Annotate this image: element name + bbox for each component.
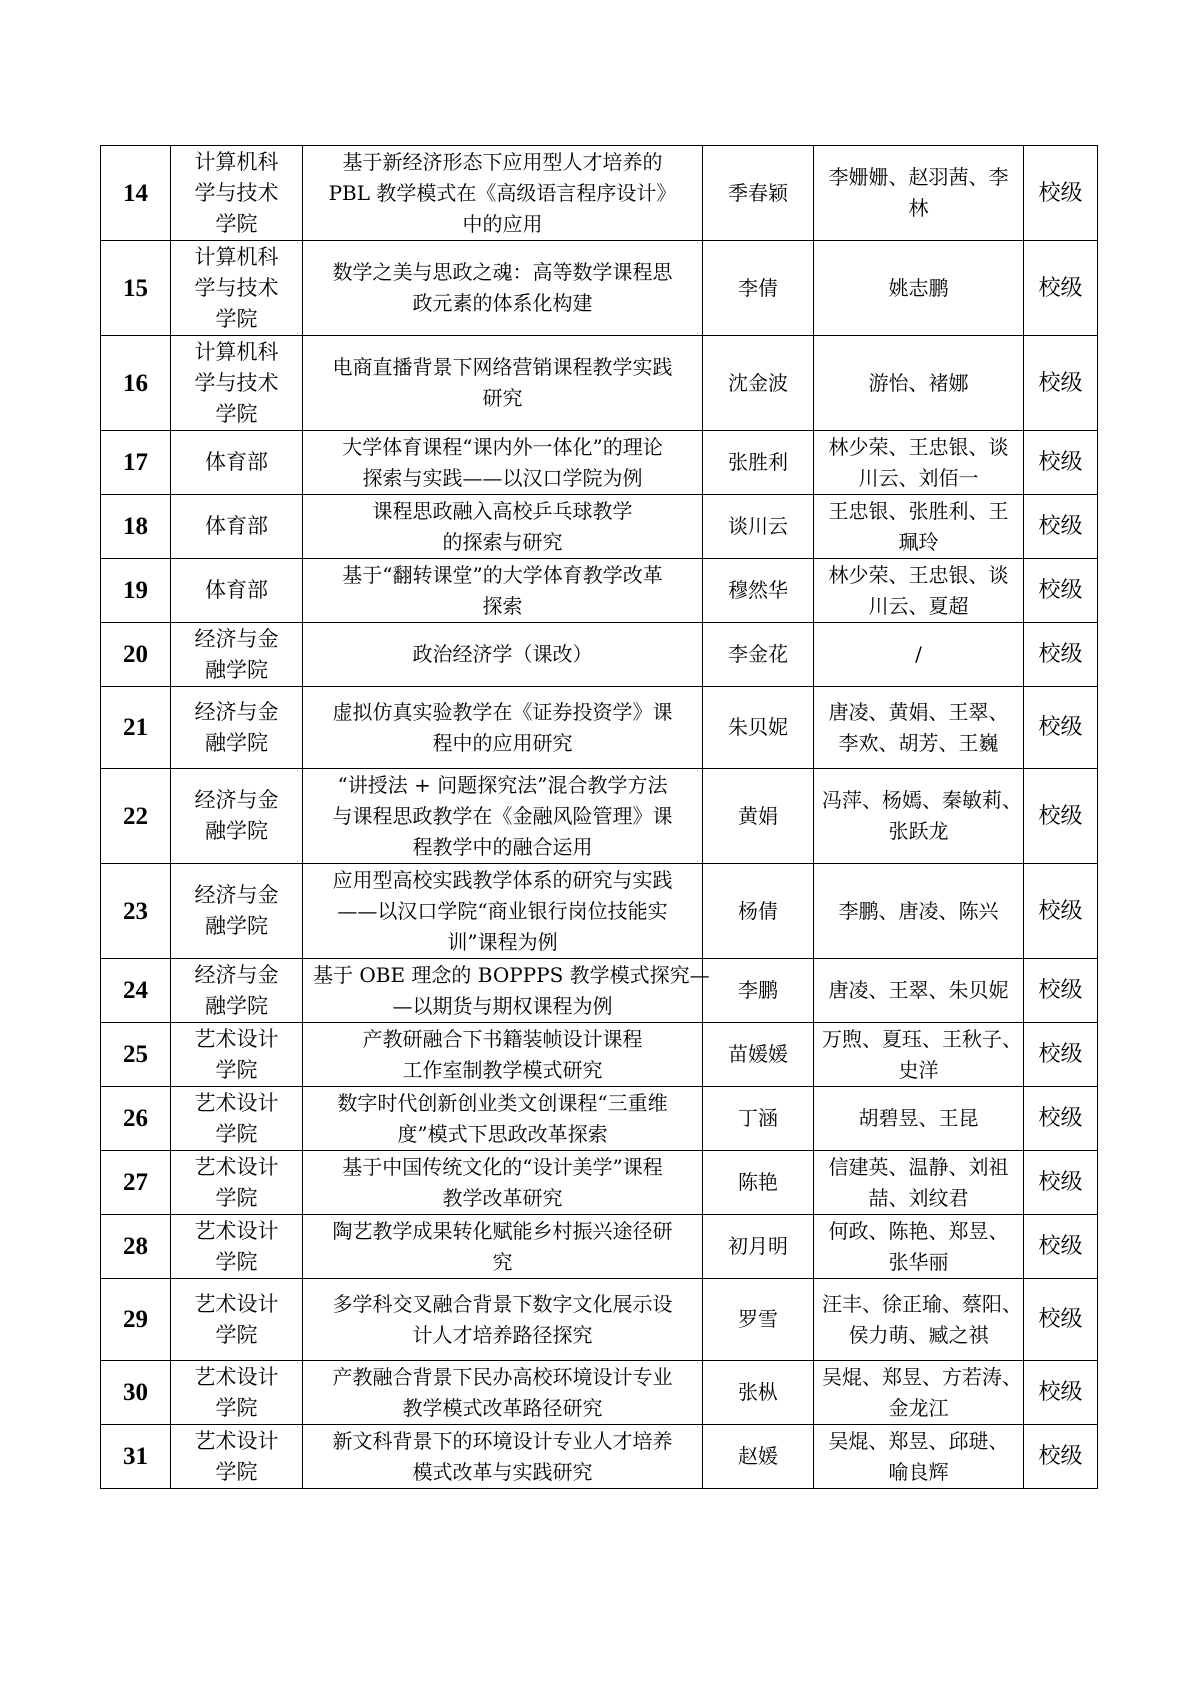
project-title-cell-line: 新文科背景下的环境设计专业人才培养 xyxy=(332,1428,673,1453)
members-cell xyxy=(814,623,1024,687)
college-cell xyxy=(171,769,303,864)
table-row xyxy=(101,1361,1098,1425)
leader-cell: 李倩 xyxy=(703,241,814,336)
project-title-cell-line: 产教融合背景下民办高校环境设计专业 xyxy=(332,1364,673,1389)
members-cell-line: 唐凌、黄娟、王翠、 xyxy=(828,699,1009,724)
project-title-cell xyxy=(303,1151,703,1215)
project-title-cell xyxy=(303,1215,703,1279)
project-title-cell-line: 政元素的体系化构建 xyxy=(412,291,593,315)
project-title-cell-line: 计人才培养路径探究 xyxy=(412,1322,593,1347)
members-cell xyxy=(814,241,1024,336)
college-cell-line: 艺术设计 xyxy=(194,1218,279,1243)
college-cell-line: 融学院 xyxy=(205,914,268,938)
leader-cell: 沈金波 xyxy=(703,336,814,431)
leader-cell: 陈艳 xyxy=(703,1151,814,1215)
row-number: 29 xyxy=(101,1279,171,1361)
leader-cell: 苗媛媛 xyxy=(703,1023,814,1087)
project-title-cell-line: 大学体育课程“课内外一体化”的理论 xyxy=(342,434,663,459)
project-title-cell xyxy=(303,146,703,241)
level-cell: 校级 xyxy=(1024,864,1098,959)
members-cell-line: 汪丰、徐正瑜、蔡阳、 xyxy=(822,1291,1022,1316)
project-title-cell-line: 程中的应用研究 xyxy=(432,730,573,755)
project-table xyxy=(100,145,1098,1489)
members-cell-line: 王忠银、张胜利、王 xyxy=(828,498,1009,523)
members-cell xyxy=(814,146,1024,241)
project-title-cell-line: 与课程思政教学在《金融风险管理》课 xyxy=(332,803,673,828)
project-title-cell-line: 基于中国传统文化的“设计美学”课程 xyxy=(342,1154,663,1179)
college-cell xyxy=(171,336,303,431)
project-title-cell xyxy=(303,623,703,687)
level-cell: 校级 xyxy=(1024,687,1098,769)
members-cell-line: 林少荣、王忠银、谈 xyxy=(828,562,1009,587)
college-cell-line: 学院 xyxy=(215,306,258,331)
table-row xyxy=(101,336,1098,431)
project-title-cell-line: 课程思政融入高校乒乓球教学 xyxy=(372,498,633,523)
project-title-cell xyxy=(303,559,703,623)
project-title-cell-line: 模式改革与实践研究 xyxy=(412,1459,593,1484)
project-title-cell xyxy=(303,1361,703,1425)
college-cell-line: 学院 xyxy=(215,1057,258,1082)
leader-cell: 丁涵 xyxy=(703,1087,814,1151)
college-cell xyxy=(171,559,303,623)
members-cell xyxy=(814,1279,1024,1361)
level-cell: 校级 xyxy=(1024,495,1098,559)
college-cell xyxy=(171,1087,303,1151)
members-cell-line: 冯萍、杨嫣、秦敏莉、 xyxy=(822,788,1022,812)
members-cell-line: 吴焜、郑昱、方若涛、 xyxy=(822,1364,1022,1389)
project-title-cell xyxy=(303,769,703,864)
project-title-cell-line: 数学之美与思政之魂：高等数学课程思 xyxy=(332,260,673,284)
college-cell xyxy=(171,687,303,769)
members-cell-line: 喻良辉 xyxy=(888,1459,949,1484)
level-cell: 校级 xyxy=(1024,1151,1098,1215)
project-table-body xyxy=(101,146,1098,1489)
college-cell-line: 学院 xyxy=(215,1185,258,1210)
level-cell: 校级 xyxy=(1024,1425,1098,1489)
table-row xyxy=(101,1425,1098,1489)
college-cell-line: 经济与金 xyxy=(194,788,279,812)
college-cell-line: 学与技术 xyxy=(194,275,279,300)
college-cell-line: 艺术设计 xyxy=(194,1364,279,1389)
members-cell-line: / xyxy=(915,642,922,666)
college-cell-line: 学院 xyxy=(215,1459,258,1484)
college-cell xyxy=(171,1151,303,1215)
project-title-cell-line: 究 xyxy=(492,1249,513,1274)
level-cell: 校级 xyxy=(1024,1023,1098,1087)
college-cell-line: 学与技术 xyxy=(194,370,279,395)
members-cell xyxy=(814,1215,1024,1279)
row-number: 15 xyxy=(101,241,171,336)
college-cell-line: 学院 xyxy=(215,401,258,426)
project-title-cell xyxy=(303,1087,703,1151)
level-cell: 校级 xyxy=(1024,1215,1098,1279)
members-cell-line: 游怡、褚娜 xyxy=(868,370,969,395)
members-cell xyxy=(814,769,1024,864)
college-cell-line: 学与技术 xyxy=(194,180,279,205)
college-cell-line: 体育部 xyxy=(205,578,268,602)
college-cell xyxy=(171,623,303,687)
leader-cell: 初月明 xyxy=(703,1215,814,1279)
row-number: 23 xyxy=(101,864,171,959)
members-cell-line: 吴焜、郑昱、邱琎、 xyxy=(828,1428,1009,1453)
project-title-cell xyxy=(303,431,703,495)
college-cell-line: 学院 xyxy=(215,1322,258,1347)
row-number: 19 xyxy=(101,559,171,623)
table-row xyxy=(101,1023,1098,1087)
college-cell-line: 融学院 xyxy=(205,819,268,843)
project-title-cell-line: 度”模式下思政改革探索 xyxy=(397,1121,608,1146)
college-cell xyxy=(171,1361,303,1425)
project-title-cell xyxy=(303,1425,703,1489)
leader-cell: 张枞 xyxy=(703,1361,814,1425)
college-cell xyxy=(171,1023,303,1087)
members-cell xyxy=(814,1361,1024,1425)
project-title-cell-line: 基于新经济形态下应用型人才培养的 xyxy=(342,149,663,174)
leader-cell: 李金花 xyxy=(703,623,814,687)
project-title-cell xyxy=(303,495,703,559)
college-cell-line: 学院 xyxy=(215,1395,258,1420)
members-cell xyxy=(814,1087,1024,1151)
members-cell xyxy=(814,1023,1024,1087)
table-row xyxy=(101,559,1098,623)
row-number: 17 xyxy=(101,431,171,495)
members-cell xyxy=(814,1151,1024,1215)
members-cell-line: 川云、刘佰一 xyxy=(858,465,979,490)
members-cell-line: 张跃龙 xyxy=(888,819,949,843)
college-cell xyxy=(171,1279,303,1361)
level-cell: 校级 xyxy=(1024,146,1098,241)
college-cell-line: 计算机科 xyxy=(194,339,279,364)
college-cell xyxy=(171,495,303,559)
members-cell-line: 张华丽 xyxy=(888,1249,949,1274)
college-cell-line: 学院 xyxy=(215,1121,258,1146)
members-cell-line: 李鹏、唐凌、陈兴 xyxy=(838,898,999,923)
members-cell xyxy=(814,431,1024,495)
members-cell-line: 信建英、温静、刘祖 xyxy=(828,1154,1009,1179)
row-number: 25 xyxy=(101,1023,171,1087)
members-cell xyxy=(814,495,1024,559)
row-number: 27 xyxy=(101,1151,171,1215)
project-title-cell xyxy=(303,1279,703,1361)
table-row xyxy=(101,769,1098,864)
members-cell-line: 李姗姗、赵羽茜、李 xyxy=(828,165,1009,189)
members-cell-line: 侯力萌、臧之祺 xyxy=(848,1322,989,1347)
row-number: 28 xyxy=(101,1215,171,1279)
college-cell-line: 计算机科 xyxy=(194,244,279,269)
members-cell xyxy=(814,864,1024,959)
college-cell-line: 融学院 xyxy=(205,657,268,682)
members-cell-line: 喆、刘纹君 xyxy=(868,1185,969,1210)
row-number: 20 xyxy=(101,623,171,687)
college-cell xyxy=(171,146,303,241)
table-row xyxy=(101,431,1098,495)
leader-cell: 谈川云 xyxy=(703,495,814,559)
college-cell-line: 经济与金 xyxy=(194,962,279,987)
project-title-cell xyxy=(303,687,703,769)
project-title-cell-line: 教学改革研究 xyxy=(442,1185,563,1210)
college-cell-line: 学院 xyxy=(215,1249,258,1274)
project-title-cell xyxy=(303,959,710,1023)
project-title-cell-line: 研究 xyxy=(482,386,523,410)
college-cell xyxy=(171,864,303,959)
members-cell xyxy=(814,559,1024,623)
project-title-cell-line: 训”课程为例 xyxy=(447,929,558,954)
table-row xyxy=(101,959,1098,1023)
members-cell-line: 李欢、胡芳、王巍 xyxy=(838,730,999,755)
college-cell-line: 经济与金 xyxy=(194,699,279,724)
project-title-cell-line: 基于 OBE 理念的 BOPPPS 教学模式探究— xyxy=(313,962,710,987)
members-cell-line: 金龙江 xyxy=(888,1395,949,1420)
table-row xyxy=(101,146,1098,241)
college-cell xyxy=(171,241,303,336)
table-row xyxy=(101,495,1098,559)
project-title-cell xyxy=(303,336,703,431)
level-cell: 校级 xyxy=(1024,559,1098,623)
members-cell-line: 川云、夏超 xyxy=(868,593,969,618)
members-cell xyxy=(814,1425,1024,1489)
level-cell: 校级 xyxy=(1024,1279,1098,1361)
college-cell-line: 经济与金 xyxy=(194,883,279,907)
members-cell-line: 珮玲 xyxy=(898,529,939,554)
project-title-cell-line: 产教研融合下书籍装帧设计课程 xyxy=(362,1026,643,1051)
table-row xyxy=(101,623,1098,687)
project-title-cell-line: 工作室制教学模式研究 xyxy=(402,1057,603,1082)
project-title-cell-line: 应用型高校实践教学体系的研究与实践 xyxy=(332,867,673,892)
members-cell xyxy=(814,687,1024,769)
level-cell: 校级 xyxy=(1024,1361,1098,1425)
project-title-cell-line: 政治经济学（课改） xyxy=(412,642,593,666)
college-cell-line: 艺术设计 xyxy=(194,1154,279,1179)
college-cell xyxy=(171,1215,303,1279)
project-title-cell-line: 基于“翻转课堂”的大学体育教学改革 xyxy=(342,562,663,587)
project-title-cell-line: 程教学中的融合运用 xyxy=(412,834,593,859)
project-title-cell xyxy=(303,864,703,959)
college-cell xyxy=(171,431,303,495)
leader-cell: 李鹏 xyxy=(703,959,814,1023)
leader-cell: 罗雪 xyxy=(703,1279,814,1361)
table-row xyxy=(101,1151,1098,1215)
leader-cell: 朱贝妮 xyxy=(703,687,814,769)
college-cell-line: 体育部 xyxy=(205,450,268,474)
project-title-cell-line: 陶艺教学成果转化赋能乡村振兴途径研 xyxy=(332,1218,673,1243)
college-cell-line: 体育部 xyxy=(205,514,268,538)
level-cell: 校级 xyxy=(1024,431,1098,495)
college-cell-line: 经济与金 xyxy=(194,626,279,651)
level-cell: 校级 xyxy=(1024,769,1098,864)
leader-cell: 黄娟 xyxy=(703,769,814,864)
project-title-cell-line: 教学模式改革路径研究 xyxy=(402,1395,603,1420)
project-title-cell-line: 电商直播背景下网络营销课程教学实践 xyxy=(332,355,673,379)
table-row xyxy=(101,1215,1098,1279)
project-title-cell-line: 中的应用 xyxy=(462,211,543,236)
college-cell-line: 学院 xyxy=(215,211,258,236)
project-title-cell-line: 探索与实践——以汉口学院为例 xyxy=(362,465,643,490)
row-number: 16 xyxy=(101,336,171,431)
row-number: 31 xyxy=(101,1425,171,1489)
members-cell-line: 林 xyxy=(908,196,929,220)
project-title-cell-line: “讲授法 + 问题探究法”混合教学方法 xyxy=(337,772,668,797)
project-title-cell-line: 虚拟仿真实验教学在《证券投资学》课 xyxy=(332,699,673,724)
members-cell-line: 林少荣、王忠银、谈 xyxy=(828,434,1009,459)
leader-cell: 赵媛 xyxy=(703,1425,814,1489)
row-number: 21 xyxy=(101,687,171,769)
row-number: 24 xyxy=(101,959,171,1023)
project-title-cell-line: 数字时代创新创业类文创课程“三重维 xyxy=(337,1090,668,1115)
college-cell-line: 艺术设计 xyxy=(194,1090,279,1115)
college-cell-line: 融学院 xyxy=(205,730,268,755)
college-cell-line: 艺术设计 xyxy=(194,1428,279,1453)
project-title-cell-line: ——以汉口学院“商业银行岗位技能实 xyxy=(337,898,668,923)
project-title-cell-line: —以期货与期权课程为例 xyxy=(392,993,613,1018)
row-number: 22 xyxy=(101,769,171,864)
members-cell xyxy=(814,959,1024,1023)
college-cell xyxy=(171,959,303,1023)
table-row xyxy=(101,241,1098,336)
row-number: 14 xyxy=(101,146,171,241)
leader-cell: 穆然华 xyxy=(703,559,814,623)
members-cell-line: 史洋 xyxy=(898,1057,939,1082)
row-number: 30 xyxy=(101,1361,171,1425)
table-row xyxy=(101,1279,1098,1361)
row-number: 18 xyxy=(101,495,171,559)
members-cell-line: 胡碧昱、王昆 xyxy=(858,1106,979,1130)
college-cell-line: 融学院 xyxy=(205,993,268,1018)
members-cell-line: 唐凌、王翠、朱贝妮 xyxy=(828,978,1009,1002)
level-cell: 校级 xyxy=(1024,1087,1098,1151)
members-cell-line: 万煦、夏珏、王秋子、 xyxy=(822,1026,1022,1051)
table-row xyxy=(101,864,1098,959)
project-title-cell-line: 的探索与研究 xyxy=(442,529,563,554)
table-row xyxy=(101,687,1098,769)
members-cell xyxy=(814,336,1024,431)
project-title-cell-line: 探索 xyxy=(482,593,523,618)
college-cell-line: 计算机科 xyxy=(194,149,279,174)
level-cell: 校级 xyxy=(1024,241,1098,336)
leader-cell: 张胜利 xyxy=(703,431,814,495)
project-title-cell xyxy=(303,241,703,336)
project-title-cell-line: 多学科交叉融合背景下数字文化展示设 xyxy=(332,1291,673,1316)
level-cell: 校级 xyxy=(1024,623,1098,687)
row-number: 26 xyxy=(101,1087,171,1151)
level-cell: 校级 xyxy=(1024,959,1098,1023)
college-cell xyxy=(171,1425,303,1489)
leader-cell: 季春颖 xyxy=(703,146,814,241)
college-cell-line: 艺术设计 xyxy=(194,1291,279,1316)
members-cell-line: 姚志鹏 xyxy=(888,275,949,300)
leader-cell: 杨倩 xyxy=(703,864,814,959)
members-cell-line: 何政、陈艳、郑昱、 xyxy=(828,1218,1009,1243)
college-cell-line: 艺术设计 xyxy=(194,1026,279,1051)
project-title-cell xyxy=(303,1023,703,1087)
project-title-cell-line: PBL 教学模式在《高级语言程序设计》 xyxy=(328,180,677,205)
table-row xyxy=(101,1087,1098,1151)
level-cell: 校级 xyxy=(1024,336,1098,431)
